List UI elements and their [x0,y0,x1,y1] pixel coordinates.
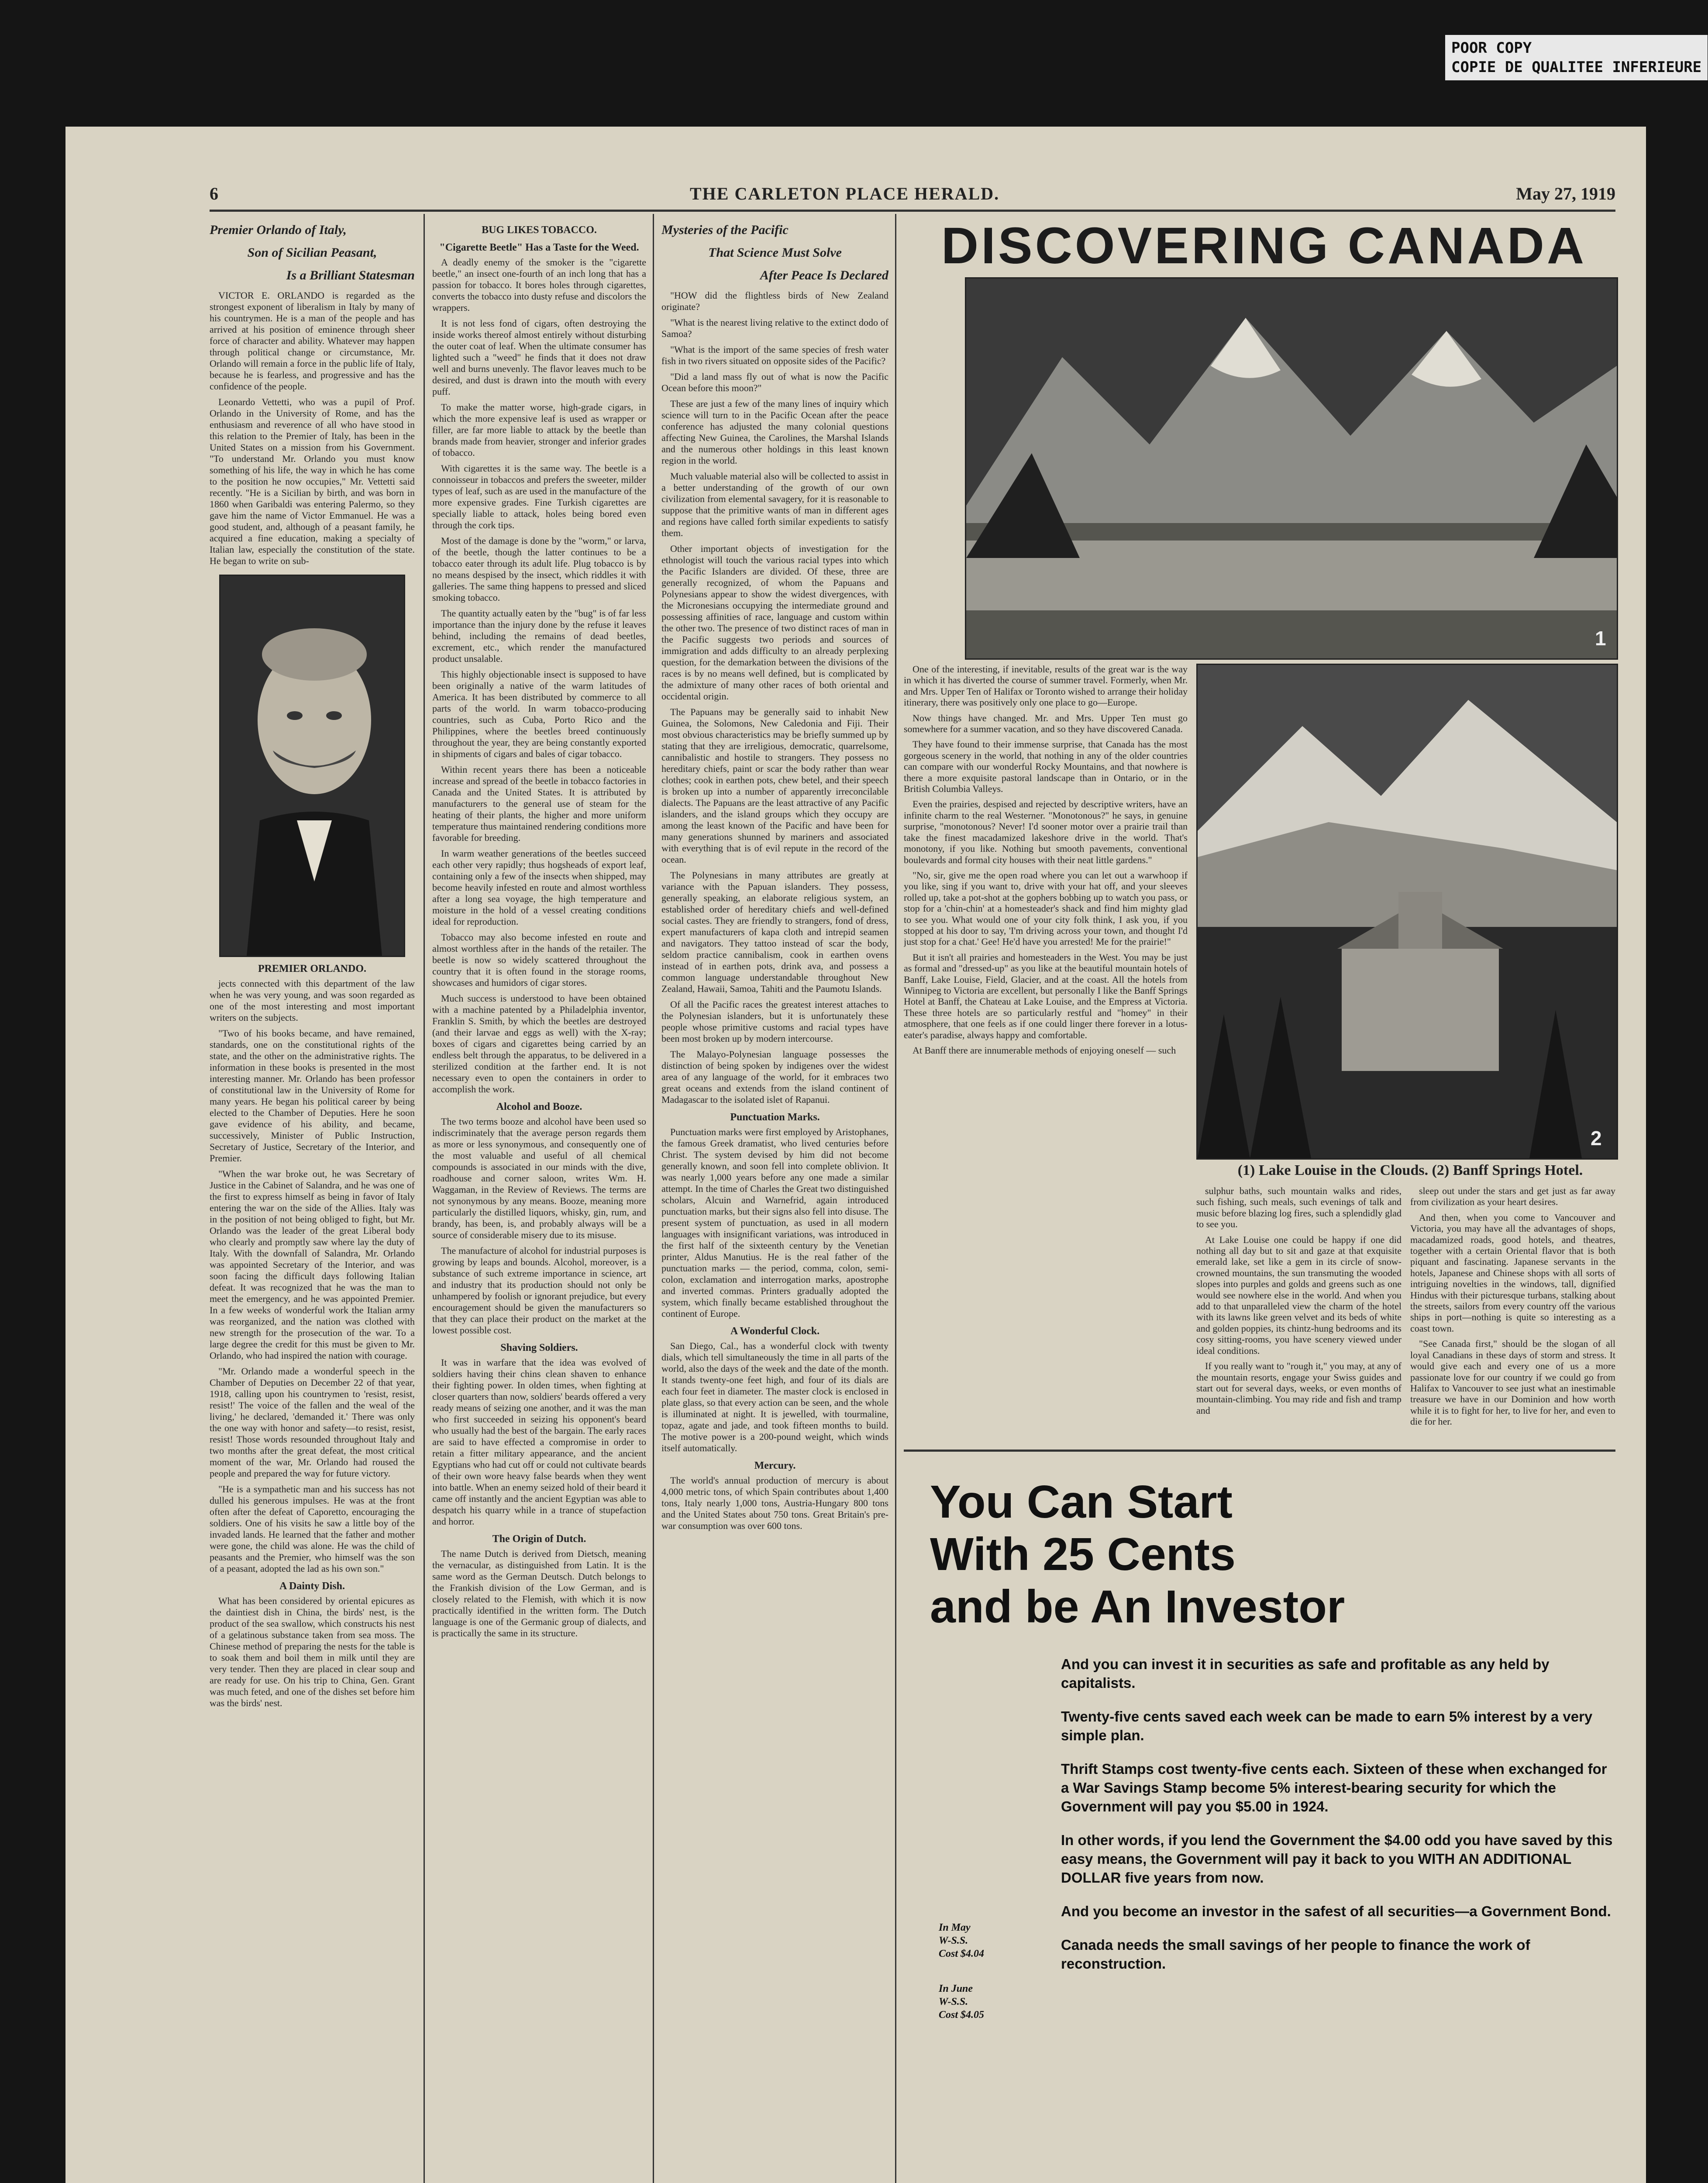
pacific-headline-1: Mysteries of the Pacific [661,223,789,237]
lake-louise-photo [965,277,1618,660]
june-wss: W-S.S. [939,1996,968,2007]
tobacco-para-9: In warm weather generations of the beetles succeed each other very rapidly; thus hogsheads of export leaf, containing only a few of the insects when shipped, may become heavily infested en route and almost worthless after a long sea voyage, the high temperature and moisture in the hold of a vessel creating conditions ideal for reproduction. [432,848,646,927]
canada-para-5: "No, sir, give me the open road where you can let out a warwhoop if you like, sing if you want to, drive with your hat off, and your sleeves rolled up, take a pot-shot at the gophers bobbing up to watch you pass, or stop for a 'chin-chin' at a homesteader's shack and find him mighty glad to see you. What would one of your city folk think, I ask you, if you stopped at his door to say, 'I'm driving across your town, and thought I'd just stop for a chat.' Gee! He'd have you arrested! Me for the prairie!" [904,869,1188,947]
mercury-para: The world's annual production of mercury is about 4,000 metric tons, of which Spain contributes about 1,400 tons, Italy nearly 1,000 tons, Austria-Hungary 800 tons and the United States about 750 tons. Great Britain's pre-war consumption was over 600 tons. [661,1475,888,1531]
pacific-para-5: These are just a few of the many lines of inquiry which science will turn to in the Pacific Ocean after the peace conference has adjusted the many colonial questions affecting New Guinea, the Carolines, the Marshal Islands and the numerous other holdings in this least known region in the world. [661,398,888,466]
lake-louise-image [966,279,1617,658]
canada-right-para-3: "See Canada first," should be the slogan of all loyal Canadians in these days of storm and stress. It would give each and every one of us a more passionate love for our country if we could go from Halifax to Vancouver to see just what an inestimable treasure we have in our Dominion and how worth while it is to fight for her, to live for her, and even to die for her. [1410,1338,1615,1427]
pacific-para-1: "HOW did the flightless birds of New Zealand originate? [661,290,888,312]
pacific-column [661,218,888,2183]
canada-mid-para-2: At Lake Louise one could be happy if one did nothing all day but to sit and gaze at that exquisite emerald lake, set like a gem in its circle of snow-crowned mountains, the sun transmuting the wooded slopes into purples and golds and greens such as one would see nowhere else in the world. And when you add to that unparalleled view the charm of the hotel with its lawns like green velvet and its beds of white and golden poppies, its chintz-hung bedrooms and its cosy sitting-rooms, you have scenery viewed under ideal conditions. [1196,1234,1402,1356]
dutch-headline: The Origin of Dutch. [492,1533,586,1545]
ad-may-price [939,1921,984,1960]
punctuation-para: Punctuation marks were first employed by Aristophanes, the famous Greek dramatist, who lived centuries before Christ. The system devised by him did not become generally known, and soon fell into complete oblivion. It was nearly 1,000 years before any one made a similar attempt. In the time of Charles the Great two distinguished scholars, Alcuin and Warnefrid, again introduced punctuation marks, but their signs also fell into disuse. The present system of punctuation, as used in all modern languages with insignificant variations, was introduced in the first half of the sixteenth century by the Venetian printer, Aldus Manutius. He is the real father of the punctuation marks — the period, comma, colon, semi-colon, exclamation and interrogation marks, apostrophe and inverted commas. Printers gradually adopted the system, which finally became established throughout the continent of Europe. [661,1126,888,1319]
alcohol-para-1: The two terms booze and alcohol have been used so indiscriminately that the average person regards them as more or less synonymous, and consequently one of the most valuable and useful of all chemical compounds is associated in our minds with the dive, roadhouse and corner saloon, writes Wm. H. Waggaman, in the Review of Reviews. The terms are not synonymous by any means. Booze, meaning more particularly the distilled liquors, whisky, gin, rum, and brandy, has been, is, and probably always will be a source of considerable misery due to its misuse. [432,1116,646,1240]
pacific-para-6: Much valuable material also will be collected to assist in a better understanding of the growth of our own civilization from elemental savagery, for it is reasonable to suppose that the primitive wants of man in different ages and regions have called forth similar expedients to satisfy them. [661,471,888,538]
pacific-para-3: "What is the import of the same species of fresh water fish in two rivers situated on opposite sides of the Pacific? [661,344,888,366]
canada-right-para-1: sleep out under the stars and get just as far away from civilization as your heart desires. [1410,1185,1615,1208]
alcohol-headline: Alcohol and Booze. [496,1101,582,1112]
ad-para-4: In other words, if you lend the Government the $4.00 odd you have saved by this easy means, the Government will pay it back to you WITH AN ADDITIONAL DOLLAR five years from now. [1061,1832,1613,1886]
portrait-caption: PREMIER ORLANDO. [258,963,366,974]
clock-para: San Diego, Cal., has a wonderful clock with twenty dials, which tell simultaneously the time in all parts of the world, also the days of the week and the date of the month. It stands twenty-one feet high, and four of its dials are each four feet in diameter. The master clock is enclosed in plate glass, so that every action can be seen, and the whole is illuminated at night. It is jewelled, with tourmaline, topaz, agate and jade, and took fifteen months to build. The motive power is a 200-pound weight, which winds itself automatically. [661,1340,888,1453]
canada-right-para-2: And then, when you come to Vancouver and Victoria, you may have all the advantages of shops, macadamized roads, good hotels, and theatres, together with a certain Oriental flavor that is both piquant and fascinating. Japanese servants in the hotels, Japanese and Chinese shops with all sorts of intriguing novelties in the windows, tall, dignified Hindus with their picturesque turbans, stalking about the streets, sailors from every country off the various ships in port—nothing is quite so interesting as a coast town. [1410,1212,1615,1334]
column-rule-1 [424,214,425,2183]
photo-number-1: 1 [1595,627,1606,650]
tobacco-para-4: With cigarettes it is the same way. The beetle is a connoisseur in tobaccos and prefers the sweeter, milder types of leaf, such as are used in the manufacture of the more expensive grades. Fine Turkish cigarettes are specially liable to attack, holes being bored even through the cork tips. [432,463,646,530]
canada-para-7: At Banff there are innumerable methods of enjoying oneself — such [913,1045,1176,1056]
canada-mid-para-1: sulphur baths, such mountain walks and rides, such fishing, such meals, such evenings of talk and music before blazing log fires, such a splendidly glad to see you. [1196,1185,1402,1230]
june-label: In June [939,1983,973,1994]
alcohol-para-2: The manufacture of alcohol for industrial purposes is growing by leaps and bounds. Alcohol, moreover, is a substance of such extreme importance in science, art and industry that its production should not only be unhampered by foolish or ignorant prejudice, but every encouragement should be given the manufacturers so that they can place their product on the market at the lowest possible cost. [432,1245,646,1336]
bug-tobacco-headline: BUG LIKES TOBACCO. [482,224,597,236]
canada-right-column [1410,1185,1615,1430]
banff-springs-image [1198,665,1617,1158]
newspaper-page: POOR COPY COPIE DE QUALITEE INFERIEURE 6 THE CARLETON PLACE HERALD. May 27, 1919 Premier Orlando of Italy, Son of Sicilian Peasant, Is a Brilliant Statesman VICTOR E. ORLANDO is regarded as the strongest exponent of liberalism in Italy by many of his countrymen. He is a man of the people and has arrived at his position of eminence through sheer force of character and ability. Whatever may happen through political change or circumstance, Mr. Orlando will remain a force in the public life of Italy, because he is fearless, and progressive and has the confidence of the people. Leonardo Vettetti, who was a pupil of Prof. Orlando in the University of Rome, and has the enthusiasm and reverence of all who have stood in this relation to the Premier of Italy, has been in the United States on a mission from his Government. "To understand Mr. Orlando you must know something of his life, the way in which he has come to the position he now occupies," Mr. Vettetti said recently. "He is a Sicilian by birth, and was born in 1860 when Garibaldi was entering Palermo, so they gave him the name of Victor Emmanuel. He was a good student, and, although of a peasant family, he acquired a fine education, making a specialty of Italian law, especially the constitution of the state. He began to write on sub- PREMIER ORLANDO. jects connected with this department of the law when he was very young, and was soon regarded as one of the most interesting and most important writers on the subjects. "Two of his books became, and have remained, standards, one on the constitutional rights of the state, and the other on the administrative rights. The information in these books is presented in the most interesting manner. Mr. Orlando has been professor of constitutional law in the University of Rome for many years. He began his political career by being elected to the Chamber of Deputies. Here he soon gave evidence of his ability, and became, successively, Minister of Public Instruction, Secretary of Justice, Secretary of the Interior, and Premier. "When the war broke out, he was Secretary of Justice in the Cabinet of Salandra, and he was one of the first to express himself as being in favor of Italy entering the war on the side of the Allies. Italy was in the position of not being obliged to fight, but Mr. Orlando was the leader of the great Liberal body who clearly and promptly saw where lay the duty of Italy. With the downfall of Salandra, Mr. Orlando was appointed Secretary of the Interior, and was soon facing the difficult days following Italian defeat. It was recognized that he was the man to meet the emergency, and he was appointed Premier. In a few weeks of wonderful work the Italian army was reorganized, and the nation was clothed with new strength for the prosecution of the war. To a large degree the credit for this must be given to Mr. Orlando, who had inspired the nation with courage. "Mr. Orlando made a wonderful speech in the Chamber of Deputies on December 22 of that year, 1918, calling upon his countrymen to 'resist, resist, resist!' The voice of the fallen and the weal of the living,' he declared, 'demanded it.' There was only the one way with honor and safety—to resist, resist, resist! Those words resounded throughout Italy and two months after the great defeat, the most critical moment of the war, Mr. Orlando had roused the people and prepared the way for future victory. "He is a sympathetic man and his success has not dulled his generous impulses. He was at the front often after the defeat of Caporetto, encouraging the soldiers. One of his visits he saw a little boy of the invaded lands. He learned that the father and mother were gone, the child was alone. He was the child of peasants and the Premier, who himself was the son of a peasant, adopted the lad as his own son." A Dainty Dish. What has been considered by oriental epicures as the daintiest dish in China, the birds' nest, is the product of the sea swallow, which constructs his nest of a gelatinous substance taken from sea moss. The Chinese method of preparing the nests for the table is to soak them and boil them in milk until they are very tender. Then they are placed in clear soup and are ready for use. On his trip to China, Gen. Grant was much feted, and one of the dishes set before him was the birds' nest. BUG LIKES TOBACCO. "Cigarette Beetle" Has a Taste for the Weed. A deadly enemy of the smoker is the "cigarette beetle," an insect one-fourth of an inch long that has a passion for tobacco. It bores holes through cigarettes, converts the tobacco into dusty refuse and discolors the wrappers. It is not less fond of cigars, often destroying the inside works thereof almost entirely without disturbing the outer coat of leaf. When the ultimate consumer has lighted such a "weed" he finds that it does not draw well and burns unevenly. The flavor leaves much to be desired, and dust is drawn into the mouth with every puff. To make the matter worse, high-grade cigars, in which the more expensive leaf is used as wrapper or filler, are far more liable to attack by the beetle than brands made from heavier, stronger and inferior grades of tobacco. With cigarettes it is the same way. The beetle is a connoisseur in tobaccos and prefers the sweeter, milder types of leaf, such as are used in the manufacture of the more expensive grades. Fine Turkish cigarettes are specially liable to attack, holes being bored even through the cork tips. Most of the damage is done by the "worm," or larva, of the beetle, though the latter continues to be a tobacco eater through its adult life. Plug tobacco is by no means despised by the insect, which riddles it with galleries. The same thing happens to pressed and sliced smoking tobacco. The quantity actually eaten by the "bug" is of far less importance than the injury done by the refuse it leaves behind, including the remains of dead beetles, excrement, etc., which render the manufactured product unsalable. This highly objectionable insect is supposed to have been originally a native of the warm latitudes of America. It has been distributed by commerce to all parts of the world. In warm tobacco-producing countries, such as Cuba, Porto Rico and the Philippines, where the beetles breed continuously throughout the year, they are being constantly exported in shipments of cigars and bales of cigar tobacco. Within recent years there has been a noticeable increase and spread of the beetle in tobacco factories in Canada and the United States. It is attributed by manufacturers to the general use of steam for the heating of their plants, the higher and more uniform temperature thus maintained rendering conditions more favorable for breeding. In warm weather generations of the beetles succeed each other very rapidly; thus hogsheads of export leaf, containing only a few of the insects when shipped, may become heavily infested en route and almost worthless after a long sea voyage, the high temperature and moisture in the hold of a vessel creating conditions ideal for reproduction. Tobacco may also become infested en route and almost worthless after in the hands of the retailer. The beetle is now so widely scattered throughout the country that it is often found in the storage rooms, showcases and humidors of cigar stores. Much success is understood to have been obtained with a machine patented by a Philadelphia inventor, Franklin S. Smith, by which the beetles are destroyed (and their larvae and eggs as well) with the X-ray; boxes of cigars and cigarettes being carried by an endless belt through the apparatus, to be delivered in a sterilized condition at the farther end. It is not necessary even to open the containers in order to accomplish the work. Alcohol and Booze. The two terms booze and alcohol have been used so indiscriminately that the average person regards them as more or less synonymous, and consequently one of the most valuable and useful of all chemical compounds is associated in our minds with the dive, roadhouse and corner saloon, writes Wm. H. Waggaman, in the Review of Reviews. The terms are not synonymous by any means. Booze, meaning more particularly the distilled liquors, whisky, gin, rum, and brandy, has been, is, and probably always will be a source of considerable misery due to its misuse. The manufacture of alcohol for industrial purposes is growing by leaps and bounds. Alcohol, moreover, is a substance of such extreme importance in science, art and industry that its production should not only be unhampered by foolish or ignorant prejudice, but every encouragement should be given the manufacturers so that they can place their product on the market at the lowest possible cost. Shaving Soldiers. It was in warfare that the idea was evolved of soldiers having their chins clean shaven to enhance their fighting power. In olden times, when fighting at closer quarters than now, soldiers' beards offered a very ready means of seizing one another, and it was the man who first succeeded in seizing his opponent's beard who usually had the best of the bargain. The early races are said to have effected a compromise in order to retain a fitter military appearance, and the ancient Egyptians who had cut off or could not cultivate beards of their own wore heavy false beards when they went into battle. When an enemy seized hold of their beard it came off instantly and the ancient Egyptian was able to despatch his quarry while in a trance of stupefaction and horror. The Origin of Dutch. The name Dutch is derived from Dietsch, meaning the vernacular, as distinguished from Latin. It is the same word as the German Deutsch. Dutch belongs to the Frankish division of the Low German, and is closely related to the Flemish, with which it is now practically identified in the written form. The Dutch language is one of the Germanic group of dialects, and is practically the same in its structure. Mysteries of the Pacific That Science Must Solve After Peace Is Declared "HOW did the flightless birds of New Zealand originate? "What is the nearest living relative to the extinct dodo of Samoa? "What is the import of the same species of fresh water fish in two rivers situated on opposite sides of the Pacific? "Did a land mass fly out of what is now the Pacific Ocean before this moon?" These are just a few of the many lines of inquiry which science will turn to in the Pacific Ocean after the peace conference has adjusted the many colonial questions affecting New Guinea, the Carolines, the Marshal Islands and the numerous other holdings in this least known region in the world. Much valuable material also will be collected to assist in a better understanding of the growth of our own civilization from elemental savagery, for it is reasonable to suppose that the primitive wants of man in different ages and regions have called forth similar expedients to satisfy them. Other important objects of investigation for the ethnologist will touch the various racial types into which the Pacific Islanders are divided. Of these, three are generally recognized, of whom the Papuans and Polynesians appear to show the widest divergences, with the Micronesians occupying the intermediate ground and possessing affinities of race, language and custom within the other two. The presence of two distinct races of man in the Pacific suggests two periods and sources of immigration and adds difficulty to an already perplexing question, for the demarkation between the divisions of the races is by no means well defined, but is complicated by the admixture of many other races of both oriental and occidental origin. The Papuans may be generally said to inhabit New Guinea, the Solomons, New Caledonia and Fiji. Their most obvious characteristics may be briefly summed up by stating that they are irreligious, democratic, quarrelsome, cannibalistic and hostile to strangers. They possess no hereditary chiefs, paint or scar the body rather than wear clothes; cook in earthen pots, chew betel, and their speech is broken up into a number of apparently irreconcilable dialects. The Papuans are the least attractive of any Pacific islanders, and the island groups which they occupy are among the least known of the Pacific and have been for many generations shunned by mariners and associated with everything that is of evil repute in the record of the ocean. The Polynesians in many attributes are greatly at variance with the Papuan islanders. They possess, generally speaking, an elaborate religious system, an established order of hereditary chiefs and well-defined social castes. They are friendly to strangers, fond of dress, expert manufacturers of kapa cloth and intrepid seamen and navigators. They tattoo instead of scar the body, seldom practice cannibalism, cook in earthen ovens instead of in earthen pots, drink ava, and possess a common language understandable throughout New Zealand, Hawaii, Samoa, Tahiti and the Paumotu Islands. Of all the Pacific races the greatest interest attaches to the Polynesian islanders, but it is unfortunately these people whose primitive customs and racial types have been most broken up by modern intercourse. The Malayo-Polynesian language possesses the distinction of being spoken by indigenes over the widest area of any language of the world, for it embraces two great oceans and extends from the island continent of Madagascar to the isolated islet of Rapanui. Punctuation Marks. Punctuation marks were first employed by Aristophanes, the famous Greek dramatist, who lived centuries before Christ. The system devised by him did not become generally known, and soon fell into complete oblivion. It was nearly 1,000 years before any one made a similar attempt. In the time of Charles the Great two distinguished scholars, Alcuin and Warnefrid, again introduced punctuation marks, but their signs also fell into disuse. The present system of punctuation, as used in all modern languages with insignificant variations, was introduced in the first half of the sixteenth century by the Venetian printer, Aldus Manutius. He is the real father of the punctuation marks — the period, comma, colon, semi-colon, exclamation and interrogation marks, apostrophe and inverted commas. Printers gradually adopted the system, which finally became established throughout the continent of Europe. A Wonderful Clock. San Diego, Cal., has a wonderful clock with twenty dials, which tell simultaneously the time in all parts of the world, also the days of the week and the date of the month. It stands twenty-one feet high, and four of its dials are each four feet in diameter. The master clock is enclosed in plate glass, so that every action can be seen, and the whole is illuminated at night. It is jewelled, with tourmaline, topaz, agate and jade, and took fifteen months to build. The motive power is a 200-pound weight, which winds itself automatically. Mercury. The world's annual production of mercury is about 4,000 metric tons, of which Spain contributes about 1,400 tons, Italy nearly 1,000 tons, Austria-Hungary 800 tons and the United States about 750 tons. Great Britain's pre-war consumption was over 600 tons. DISCOVERING CANADA 1 2 One of the interesting, if inevitable, results of the great war is the way in which it has diverted the course of summer travel. Formerly, when Mr. and Mrs. Upper Ten of Halifax or Toronto wished to arrange their holiday itinerary, there was positively only one place to go—Europe. Now things have changed. Mr. and Mrs. Upper Ten must go somewhere for a summer vacation, and so they have discovered Canada. They have found to their immense surprise, that Canada has the most gorgeous scenery in the world, that nothing in any of the older countries can compare with our wonderful Rocky Mountains, and that nowhere is there a more exquisite pastoral landscape than in Ontario, or in the British Columbia Valleys. Even the prairies, despised and rejected by descriptive writers, have an infinite charm to the real Westerner. "Monotonous?" he says, in genuine surprise, "monotonous? Never! I'd sooner motor over a prairie trail than take the finest macadamized lakeshore drive in the world. That's monotony, if you like. Nothing but smooth pavements, conventional boulevards and formal city houses with their neat little gardens." "No, sir, give me the open road where you can let out a warwhoop if you like, sing if you want to, drive with your hat off, and your sleeves rolled up, take a pot-shot at the gophers bobbing up to watch you pass, or stop for a 'chin-chin' at a homesteader's shack and find him mighty glad to see you. What would one of your city folk think, I ask you, if you stopped at his door to say, 'I'm driving across your town, and thought I'd just stop for a chat.' Gee! He'd have you arrested! Me for the prairie!" But it isn't all prairies and homesteaders in the West. You may be just as formal and "dressed-up" as you like at the beautiful mountain hotels of Banff, Lake Louise, Field, Glacier, and at the coast. All the hotels from Winnipeg to Victoria are excellent, but personally I like the Banff Springs Hotel at Banff, the Chateau at Lake Louise, and the Empress at Victoria. These three hotels are so particularly restful and "homey" in their atmosphere, that one feels as if one could linger there forever in a lotus-eater's paradise, always happy and comfortable. At Banff there are innumerable methods of enjoying oneself — such (1) Lake Louise in the Clouds. (2) Banff Springs Hotel. sulphur baths, such mountain walks and rides, such fishing, such meals, such evenings of talk and music before blazing log fires, such a splendidly glad to see you. At Lake Louise one could be happy if one did nothing all day but to sit and gaze at that exquisite emerald lake, set like a gem in its circle of snow-crowned mountains, the sun transmuting the wooded slopes into purples and golds and greens such as one would see nowhere else in the world. And when you add to that unparalleled view the charm of the hotel with its lawns like green velvet and its beds of white and golden poppies, its chintz-hung bedrooms and its cosy sitting-rooms, you have scenery viewed under ideal conditions. If you really want to "rough it," you may, at any of the mountain resorts, engage your Swiss guides and start out for several days, weeks, or even months of mountain-climbing. You may ride and fish and tramp and sleep out under the stars and get just as far away from civilization as your heart desires. And then, when you come to Vancouver and Victoria, you may have all the advantages of shops, macadamized roads, good hotels, and theatres, together with a certain Oriental flavor that is both piquant and fascinating. Japanese servants in the hotels, Japanese and Chinese shops with all sorts of intriguing novelties in the windows, tall, dignified Hindus with their picturesque turbans, stalking about the streets, sailors from every country off the various ships in port—nothing is quite so interesting as a coast town. "See Canada first," should be the slogan of all loyal Canadians in these days of storm and stress. It would give each and every one of us a more passionate love for our country if we could go from Halifax to Vancouver to see just what an inestimable treasure we have in our Dominion and how worth while it is to fight for her, to live for her, and even to die for her. You Can Start With 25 Cents and be An Investor And you can invest it in securities as safe and profitable as any held by capitalists. Twenty-five cents saved each week can be made to earn 5% interest by a very simple plan. Thrift Stamps cost twenty-five cents each. Sixteen of these when exchanged for a War Savings Stamp become 5% interest-bearing security for which the Government will pay you $5.00 in 1924. In other words, if you lend the Government the $4.00 odd you have saved by this easy means, the Government will pay it back to you WITH AN ADDITIONAL DOLLAR five years from now. And you become an investor in the safest of all securities—a Government Bond. Canada needs the small savings of her people to finance the work of reconstruction. In May W-S.S. Cost $4.04 In June W-S.S. Cost $4.05 [65,127,1646,2183]
canada-para-4: Even the prairies, despised and rejected by descriptive writers, have an infinite charm to the real Westerner. "Monotonous?" he says, in genuine surprise, "monotonous? Never! I'd sooner motor over a prairie trail than take the finest macadamized lakeshore drive in the world. That's monotony, if you like. Nothing but smooth pavements, conventional boulevards and formal city houses with their neat little gardens." [904,799,1188,865]
pacific-para-2: "What is the nearest living relative to the extinct dodo of Samoa? [661,317,888,339]
orlando-para-2: Leonardo Vettetti, who was a pupil of Prof. Orlando in the University of Rome, and has the enthusiasm and reverence of all who have stood in this relation to the Premier of Italy, has been in the United States on a mission from his Government. "To understand Mr. Orlando you must know something of his life, the way in which he has come to the position he now occupies," Mr. Vettetti said recently. "He is a Sicilian by birth, and was born in 1860 when Garibaldi was entering Palermo, so they gave him the name of Victor Emmanuel. He was a good student, and, although of a peasant family, he acquired a fine education, making a specialty of Italian law, especially the constitution of the state. He began to write on sub- [210,396,415,566]
tobacco-para-5: Most of the damage is done by the "worm," or larva, of the beetle, though the latter continues to be a tobacco eater through its adult life. Plug tobacco is by no means despised by the insect, which riddles it with galleries. The same thing happens to pressed and sliced smoking tobacco. [432,535,646,603]
mercury-headline: Mercury. [754,1460,796,1471]
orlando-para-4: "Two of his books became, and have remained, standards, one on the constitutional rights of the state, and the other on the administrative rights. The information in these books is presented in the most interesting manner. Mr. Orlando has been professor of constitutional law in the University of Rome for many years. He began his political career by being elected to the Chamber of Deputies. Here he soon gave evidence of his ability, and became, successively, Minister of Public Instruction, Secretary of Justice, Secretary of the Interior, and Premier. [210,1028,415,1164]
tobacco-para-3: To make the matter worse, high-grade cigars, in which the more expensive leaf is used as wrapper or filler, are far more liable to attack by the beetle than brands made from heavier, stronger and inferior grades of tobacco. [432,402,646,458]
orlando-article [210,218,415,2183]
tobacco-para-2: It is not less fond of cigars, often destroying the inside works thereof almost entirely without disturbing the outer coat of leaf. When the ultimate consumer has lighted such a "weed" he finds that it does not draw well and burns unevenly. The flavor leaves much to be desired, and dust is drawn into the mouth with every puff. [432,318,646,397]
tobacco-para-11: Much success is understood to have been obtained with a machine patented by a Philadelphia inventor, Franklin S. Smith, by which the beetles are destroyed (and their larvae and eggs as well) with the X-ray; boxes of cigars and cigarettes being carried by an endless belt through the apparatus, to be delivered in a sterilized condition at the farther end. It is not necessary even to open the containers in order to accomplish the work. [432,993,646,1095]
ad-headline-line-1: You Can Start [930,1476,1233,1528]
bug-tobacco-subhead: "Cigarette Beetle" Has a Taste for the Weed. [439,242,639,253]
ad-headline-line-2: With 25 Cents [930,1529,1236,1580]
discovering-canada-title: DISCOVERING CANADA [941,217,1587,275]
orlando-para-3: jects connected with this department of the law when he was very young, and was soon regarded as one of the most interesting and most important writers on the subjects. [210,978,415,1023]
pacific-para-4: "Did a land mass fly out of what is now the Pacific Ocean before this moon?" [661,371,888,393]
newspaper-name: THE CARLETON PLACE HERALD. [690,184,1000,203]
column-rule-3 [895,214,896,2183]
may-cost: Cost $4.04 [939,1948,985,1959]
pacific-para-10: Of all the Pacific races the greatest interest attaches to the Polynesian islanders, but it is unfortunately these people whose primitive customs and racial types have been most broken up by modern intercourse. [661,999,888,1044]
ad-headline-line-3: and be An Investor [930,1581,1345,1632]
canada-para-6: But it isn't all prairies and homesteaders in the West. You may be just as formal and "dressed-up" as you like at the beautiful mountain hotels of Banff, Lake Louise, Field, Glacier, and at the coast. All the hotels from Winnipeg to Victoria are excellent, but personally I like the Banff Springs Hotel at Banff, the Chateau at Lake Louise, and the Empress at Victoria. These three hotels are so particularly restful and "homey" in their atmosphere, that one feels as if one could linger there forever in a lotus-eater's paradise, always happy and comfortable. [904,951,1188,1040]
orlando-para-6: "Mr. Orlando made a wonderful speech in the Chamber of Deputies on December 22 of that year, 1918, calling upon his countrymen to 'resist, resist, resist!' The voice of the fallen and the weal of the living,' he declared, 'demanded it.' There was only the one way with honor and safety—to resist, resist, resist! Those words resounded throughout Italy and two months after the great defeat, the most critical moment of the war, Mr. Orlando had roused the people and prepared the way for future victory. [210,1366,415,1479]
tobacco-column [432,218,646,2183]
ad-june-price [939,1982,984,2021]
clock-headline: A Wonderful Clock. [730,1326,820,1337]
issue-date: May 27, 1919 [1516,184,1615,203]
orlando-para-1: VICTOR E. ORLANDO is regarded as the strongest exponent of liberalism in Italy by many of his countrymen. He is a man of the people and has arrived at his position of eminence through sheer force of character and ability. Whatever may happen through political change or circumstance, Mr. Orlando will remain a force in the public life of Italy, because he is fearless, and progressive and has the confidence of the people. [210,290,415,392]
tobacco-para-10: Tobacco may also become infested en route and almost worthless after in the hands of the retailer. The beetle is now so widely scattered throughout the country that it is often found in the storage rooms, showcases and humidors of cigar stores. [432,932,646,988]
dainty-dish-para: What has been considered by oriental epicures as the daintiest dish in China, the birds' nest, is the product of the sea swallow, which constructs his nest of a gelatinous substance taken from sea moss. The Chinese method of preparing the nests for the table is to soak them and boil them in milk until they are very tender. Then they are placed in clear soup and are ready for use. On his trip to China, Gen. Grant was much feted, and one of the dishes set before him was the birds' nest. [210,1595,415,1708]
pacific-headline-2: That Science Must Solve [708,245,842,260]
canada-photo-caption: (1) Lake Louise in the Clouds. (2) Banff Springs Hotel. [1237,1162,1583,1178]
dainty-dish-headline: A Dainty Dish. [279,1580,345,1592]
shaving-para: It was in warfare that the idea was evolved of soldiers having their chins clean shaven to enhance their fighting power. In olden times, when fighting at closer quarters than now, soldiers' beards offered a very ready means of seizing one another, and it was the man who first succeeded in seizing his opponent's beard who usually had the best of the bargain. The early races are said to have effected a compromise in order to retain a fitter military appearance, and the ancient Egyptians who had cut off or could not cultivate beards of their own wore heavy false beards when they went into battle. When an enemy seized hold of their beard it came off instantly and the ancient Egyptian was able to despatch his quarry while in a trance of stupefaction and horror. [432,1357,646,1527]
orlando-headline-2: Son of Sicilian Peasant, [247,245,377,260]
tobacco-para-6: The quantity actually eaten by the "bug" is of far less importance than the injury done by the refuse it leaves behind, including the remains of dead beetles, excrement, etc., which render the manufactured product unsalable. [432,608,646,664]
column-rule-2 [653,214,654,2183]
pacific-headline-3: After Peace Is Declared [760,268,888,282]
masthead [210,183,1615,210]
canada-para-3: They have found to their immense surprise, that Canada has the most gorgeous scenery in the world, that nothing in any of the older countries can compare with our wonderful Rocky Mountains, and that nowhere is there a more exquisite pastoral landscape than in Ontario, or in the British Columbia Valleys. [904,739,1188,795]
canada-ad-divider [904,1450,1615,1452]
ad-para-6: Canada needs the small savings of her people to finance the work of reconstruction. [1061,1937,1530,1972]
shaving-headline: Shaving Soldiers. [500,1342,578,1353]
pacific-para-11: The Malayo-Polynesian language possesses the distinction of being spoken by indigenes over the widest area of any language of the world, for it embraces two great oceans and extends from the island continent of Madagascar to the isolated islet of Rapanui. [661,1049,888,1105]
ad-para-1: And you can invest it in securities as safe and profitable as any held by capitalists. [1061,1656,1550,1691]
orlando-headline-1: Premier Orlando of Italy, [210,223,347,237]
may-wss: W-S.S. [939,1935,968,1946]
canada-mid-para-3: If you really want to "rough it," you may, at any of the mountain resorts, engage your Swiss guides and start out for several days, weeks, or even months of mountain-climbing. You may ride and fish and tramp and [1196,1360,1402,1416]
orlando-portrait [219,575,405,957]
orlando-para-7: "He is a sympathetic man and his success has not dulled his generous impulses. He was at the front often after the defeat of Caporetto, encouraging the soldiers. One of his visits he saw a little boy of the invaded lands. He learned that the father and mother were gone, the child was alone. He was the child of peasants and the Premier, who himself was the son of a peasant, adopted the lad as his own son." [210,1484,415,1574]
dutch-para: The name Dutch is derived from Dietsch, meaning the vernacular, as distinguished from Latin. It is the same word as the German Deutsch. Dutch belongs to the Frankish division of the Low German, and is closely related to the Flemish, with which it is now practically identified in the written form. The Dutch language is one of the Germanic group of dialects, and is practically the same in its structure. [432,1548,646,1639]
tobacco-para-1: A deadly enemy of the smoker is the "cigarette beetle," an insect one-fourth of an inch long that has a passion for tobacco. It bores holes through cigarettes, converts the tobacco into dusty refuse and discolors the wrappers. [432,257,646,313]
may-label: In May [939,1922,971,1933]
pacific-para-8: The Papuans may be generally said to inhabit New Guinea, the Solomons, New Caledonia and Fiji. Their most obvious characteristics may be briefly summed up by stating that they are irreligious, democratic, quarrelsome, cannibalistic and hostile to strangers. They possess no hereditary chiefs, paint or scar the body rather than wear clothes; cook in earthen pots, chew betel, and their speech is broken up into a number of apparently irreconcilable dialects. The Papuans are the least attractive of any Pacific islanders, and the island groups which they occupy are among the least known of the Pacific and have been for many generations shunned by mariners and associated with everything that is of evil repute in the record of the ocean. [661,706,888,865]
banff-springs-photo [1196,664,1618,1160]
ad-para-2: Twenty-five cents saved each week can be made to earn 5% interest by a very simple plan. [1061,1708,1593,1743]
page-number: 6 [210,184,218,203]
punctuation-headline: Punctuation Marks. [730,1112,820,1123]
war-savings-ad [904,1458,1624,2183]
portrait-image [220,576,404,956]
ad-headline [930,1476,1345,1633]
masthead-rule [210,210,1615,212]
pacific-para-9: The Polynesians in many attributes are greatly at variance with the Papuan islanders. They possess, generally speaking, an elaborate religious system, an established order of hereditary chiefs and well-defined social castes. They are friendly to strangers, fond of dress, expert manufacturers of kapa cloth and intrepid seamen and navigators. They tattoo instead of scar the body, seldom practice cannibalism, cook in earthen ovens instead of in earthen pots, drink ava, and possess a common language understandable throughout New Zealand, Hawaii, Samoa, Tahiti and the Paumotu Islands. [661,870,888,994]
pacific-para-7: Other important objects of investigation for the ethnologist will touch the various racial types into which the Pacific Islanders are divided. Of these, three are generally recognized, of whom the Papuans and Polynesians appear to show the widest divergences, with the Micronesians occupying the intermediate ground and possessing affinities of race, language and custom within the other two. The presence of two distinct races of man in the Pacific suggests two periods and sources of immigration and adds difficulty to an already perplexing question, for the demarkation between the divisions of the races is by no means well defined, but is complicated by the admixture of many other races of both oriental and occidental origin. [661,543,888,702]
canada-middle-column [1196,1185,1402,1430]
orlando-headline-3: Is a Brilliant Statesman [286,268,415,282]
ad-para-5: And you become an investor in the safest of all securities—a Government Bond. [1061,1903,1611,1919]
tobacco-para-7: This highly objectionable insect is supposed to have been originally a native of the warm latitudes of America. It has been distributed by commerce to all parts of the world. In warm tobacco-producing countries, such as Cuba, Porto Rico and the Philippines, where the beetles breed continuously throughout the year, they are being constantly exported in shipments of cigars and bales of cigar tobacco. [432,669,646,759]
canada-para-2: Now things have changed. Mr. and Mrs. Upper Ten must go somewhere for a summer vacation, and so they have discovered Canada. [904,712,1188,735]
june-cost: Cost $4.05 [939,2009,985,2021]
canada-para-1: One of the interesting, if inevitable, results of the great war is the way in which it has diverted the course of summer travel. Formerly, when Mr. and Mrs. Upper Ten of Halifax or Toronto wished to arrange their holiday itinerary, there was positively only one place to go—Europe. [904,664,1188,708]
orlando-para-5: "When the war broke out, he was Secretary of Justice in the Cabinet of Salandra, and he was one of the first to express himself as being in favor of Italy entering the war on the side of the Allies. Italy was in the position of not being obliged to fight, but Mr. Orlando was the leader of the great Liberal body who clearly and promptly saw where lay the duty of Italy. With the downfall of Salandra, Mr. Orlando was appointed Secretary of the Interior, and was soon facing the difficult days following Italian defeat. It was recognized that he was the man to meet the emergency, and he was appointed Premier. In a few weeks of wonderful work the Italian army was reorganized, and the nation was clothed with new strength for the prosecution of the war. To a large degree the credit for this must be given to Mr. Orlando, who had inspired the nation with courage. [210,1168,415,1361]
photo-number-2: 2 [1591,1127,1602,1150]
ad-body [1061,1655,1615,1988]
ad-para-3: Thrift Stamps cost twenty-five cents each. Sixteen of these when exchanged for a War Savings Stamp become 5% interest-bearing security for which the Government will pay you $5.00 in 1924. [1061,1761,1607,1815]
tobacco-para-8: Within recent years there has been a noticeable increase and spread of the beetle in tobacco factories in Canada and the United States. It is attributed by manufacturers to the general use of steam for the heating of their plants, the higher and more uniform temperature thus maintained rendering conditions more favorable for breeding. [432,764,646,843]
canada-left-column [904,664,1188,1231]
